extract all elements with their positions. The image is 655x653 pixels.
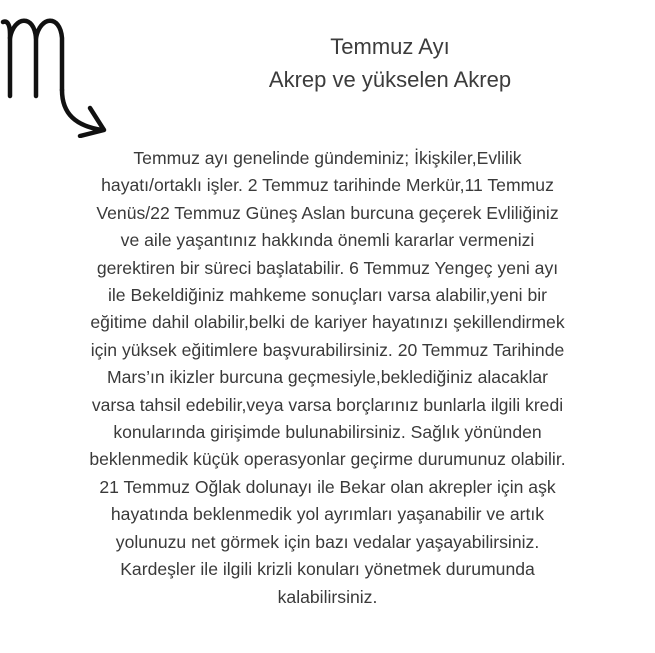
text-line: gerektiren bir süreci başlatabilir. 6 Temmuz Yengeç yeni ayı [96, 257, 559, 278]
text-line: hayatı/ortaklı işler. 2 Temmuz tarihinde Merkür,11 Temmuz [101, 175, 554, 196]
page-header [180, 30, 600, 96]
text-line: ve aile yaşantınız hakkında önemli kararlar vermenizi [120, 230, 535, 251]
scorpio-symbol-icon [0, 4, 112, 138]
text-line: eğitime dahil olabilir,belki de kariyer hayatınızı şekillendirmek [90, 312, 565, 333]
text-line: yolunuzu net görmek için bazı vedalar yaşayabilirsiniz. [115, 531, 540, 552]
text-line: konularında girişimde bulunabilirsiniz. Sağlık yönünden [113, 422, 542, 443]
text-line: Temmuz ayı genelinde gündeminiz; İkişkiler,Evlilik [133, 148, 522, 168]
text-line: beklenmedik küçük operasyonlar geçirme durumunuz olabilir. [89, 449, 566, 470]
text-line: Mars’ın ikizler burcuna geçmesiyle,beklediğiniz alacaklar [106, 367, 548, 388]
text-line: varsa tahsil edebilir,veya varsa borçlarınız bunlarla ilgili kredi [91, 394, 564, 415]
text-line: 21 Temmuz Oğlak dolunayı ile Bekar olan akrepler için aşk [99, 476, 556, 497]
text-line: kalabilirsiniz. [277, 586, 378, 607]
text-line: için yüksek eğitimlere başvurabilirsiniz. 20 Temmuz Tarihinde [90, 339, 565, 360]
text-line: Kardeşler ile ilgili krizli konuları yönetmek durumunda [120, 559, 535, 580]
page-title: Temmuz Ayı [330, 34, 450, 59]
text-line: Venüs/22 Temmuz Güneş Aslan burcuna geçerek Evliliğiniz [96, 202, 559, 223]
text-line: hayatında beklenmedik yol ayrımları yaşanabilir ve artık [110, 504, 545, 525]
page-subtitle: Akrep ve yükselen Akrep [268, 67, 512, 92]
horoscope-text [40, 145, 615, 611]
text-line: ile Bekeldiğiniz mahkeme sonuçları varsa alabilir,yeni bir [107, 285, 548, 306]
